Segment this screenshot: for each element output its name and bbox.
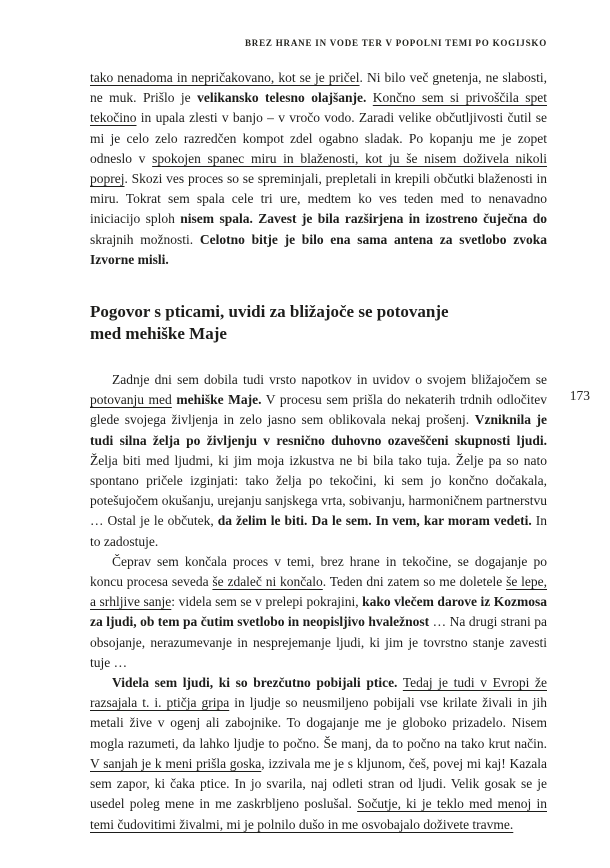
paragraph-travel-decisions: [90, 370, 547, 552]
text-run: Celotno bitje je bilo ena sama antena za svetlobo zvoka Izvorne misli.: [90, 231, 547, 267]
paragraph-dreams-after-process: [90, 552, 547, 673]
running-header: BREZ HRANE IN VODE TER V POPOLNI TEMI PO KOGIJSKO: [245, 38, 547, 48]
text-run: . Ni bilo več gnetenja, ne slabosti, ne muk. Prišlo je: [90, 70, 548, 106]
text-run: skrajnih možnosti.: [90, 231, 200, 247]
text-run: še lepe, a srhljive sanje: [90, 574, 548, 610]
page-number: 173: [569, 388, 590, 403]
paragraph-bird-flu-dream: [90, 673, 547, 835]
text-run: V procesu sem prišla do nekaterih trdnih odločitev glede svojega življenja in zelo jasno sem oblikovala nekaj prošenj.: [90, 392, 547, 428]
text-run: . Skozi ves proces so se spreminjali, prepletali in krepili občutki blaženosti in miru. Tokrat sem spala cele tri ure, medtem ko ves teden med to nenavadno iniciacijo sploh: [90, 171, 547, 227]
text-run: da želim le biti. Da le sem. In vem, kar moram vedeti.: [217, 513, 532, 529]
text-run: Želja biti med ljudmi, ki jim moja izkustva ne bi bila tako tuja. Želje pa so nato spontano pričele izginjati: tako želja po tekočini, ki sem jo končno dočakala, potešujočem okušanju, urejanju sanjskega vrta, sobivanju, harmoničnem partnerstvu … Ostal je le občutek,: [90, 452, 547, 529]
text-run: Videla sem ljudi, ki so brezčutno pobijali ptice.: [112, 675, 398, 691]
text-column: [90, 68, 547, 835]
text-run: Sočutje, ki je teklo med menoj in temi čudovitimi živalmi, mi je polnilo dušo in me osvobajalo doživete travme.: [90, 796, 547, 832]
text-run: še zdaleč ni končalo: [212, 574, 323, 590]
text-run: . Teden dni zatem so me doletele: [322, 574, 507, 590]
text-run: mehiške Maje.: [176, 392, 262, 408]
text-run: Končno sem si privoščila spet tekočino: [90, 90, 547, 126]
text-run: in ljudje so neusmiljeno pobijali vse krilate živali in jih metali žive v ogenj ali zabojnike. To dogajanje me je globoko prizadelo. Nisem mogla razumeti, da lahko ljudje to počno. Še manj, da to počno na tako krut način.: [90, 695, 547, 751]
text-run: Čeprav sem končala proces v temi, brez hrane in tekočine, se dogajanje po koncu procesa seveda: [90, 553, 547, 590]
text-run: potovanju med: [90, 392, 172, 408]
text-run: : videla sem se v prelepi pokrajini,: [171, 594, 363, 610]
text-run: , izzivala me je s kljunom, češ, povej mi kaj! Kazala sem zapor, ki čaka ptice. In jo svarila, naj odleti stran od ljudi. Velik gosak se je usedel poleg mene in me zaskrbljeno poslušal.: [90, 755, 547, 812]
text-run: kako vlečem darove iz Kozmosa za ljudi, ob tem pa čutim svetlobo in neopisljivo hvaležnost: [90, 594, 547, 630]
text-run: in upala zlesti v banjo – v vročo vodo. Zaradi velike občutljivosti čutil se mi je celo zelo razredčen kompot zdel ogabno sladak. Po kopanju me je zopet odneslo v: [90, 110, 547, 166]
text-run: Tedaj je tudi v Evropi že razsajala t. i. ptičja gripa: [90, 675, 547, 711]
section-heading-line-1: Pogovor s pticami, uvidi za bližajoče se potovanje: [90, 302, 449, 322]
paragraph-continuation: [90, 68, 547, 270]
section-heading: [90, 301, 547, 345]
text-run: … Na drugi strani pa obsojanje, nerazumevanje in nesprejemanje ljudi, ki jim je tovrstno stanje zavesti tuje …: [90, 614, 547, 670]
text-run: velikansko telesno olajšanje.: [197, 90, 367, 106]
text-run: Zadnje dni sem dobila tudi vrsto napotkov in uvidov o svojem bližajočem se: [112, 372, 547, 388]
text-run: In to zadostuje.: [90, 513, 548, 549]
text-run: spokojen spanec miru in blaženosti, kot ju še nisem doživela nikoli poprej: [90, 150, 548, 187]
text-run: Vzniknila je tudi silna želja po življenju v resnično duhovno ozaveščeni skupnosti ljudi.: [90, 412, 547, 448]
text-run: V sanjah je k meni prišla goska: [90, 755, 262, 771]
text-run: tako nenadoma in nepričakovano, kot se je pričel: [90, 70, 360, 85]
text-run: nisem spala. Zavest je bila razširjena in izostreno čuječna do: [180, 211, 548, 227]
section-heading-line-2: med mehiške Maje: [90, 324, 227, 344]
